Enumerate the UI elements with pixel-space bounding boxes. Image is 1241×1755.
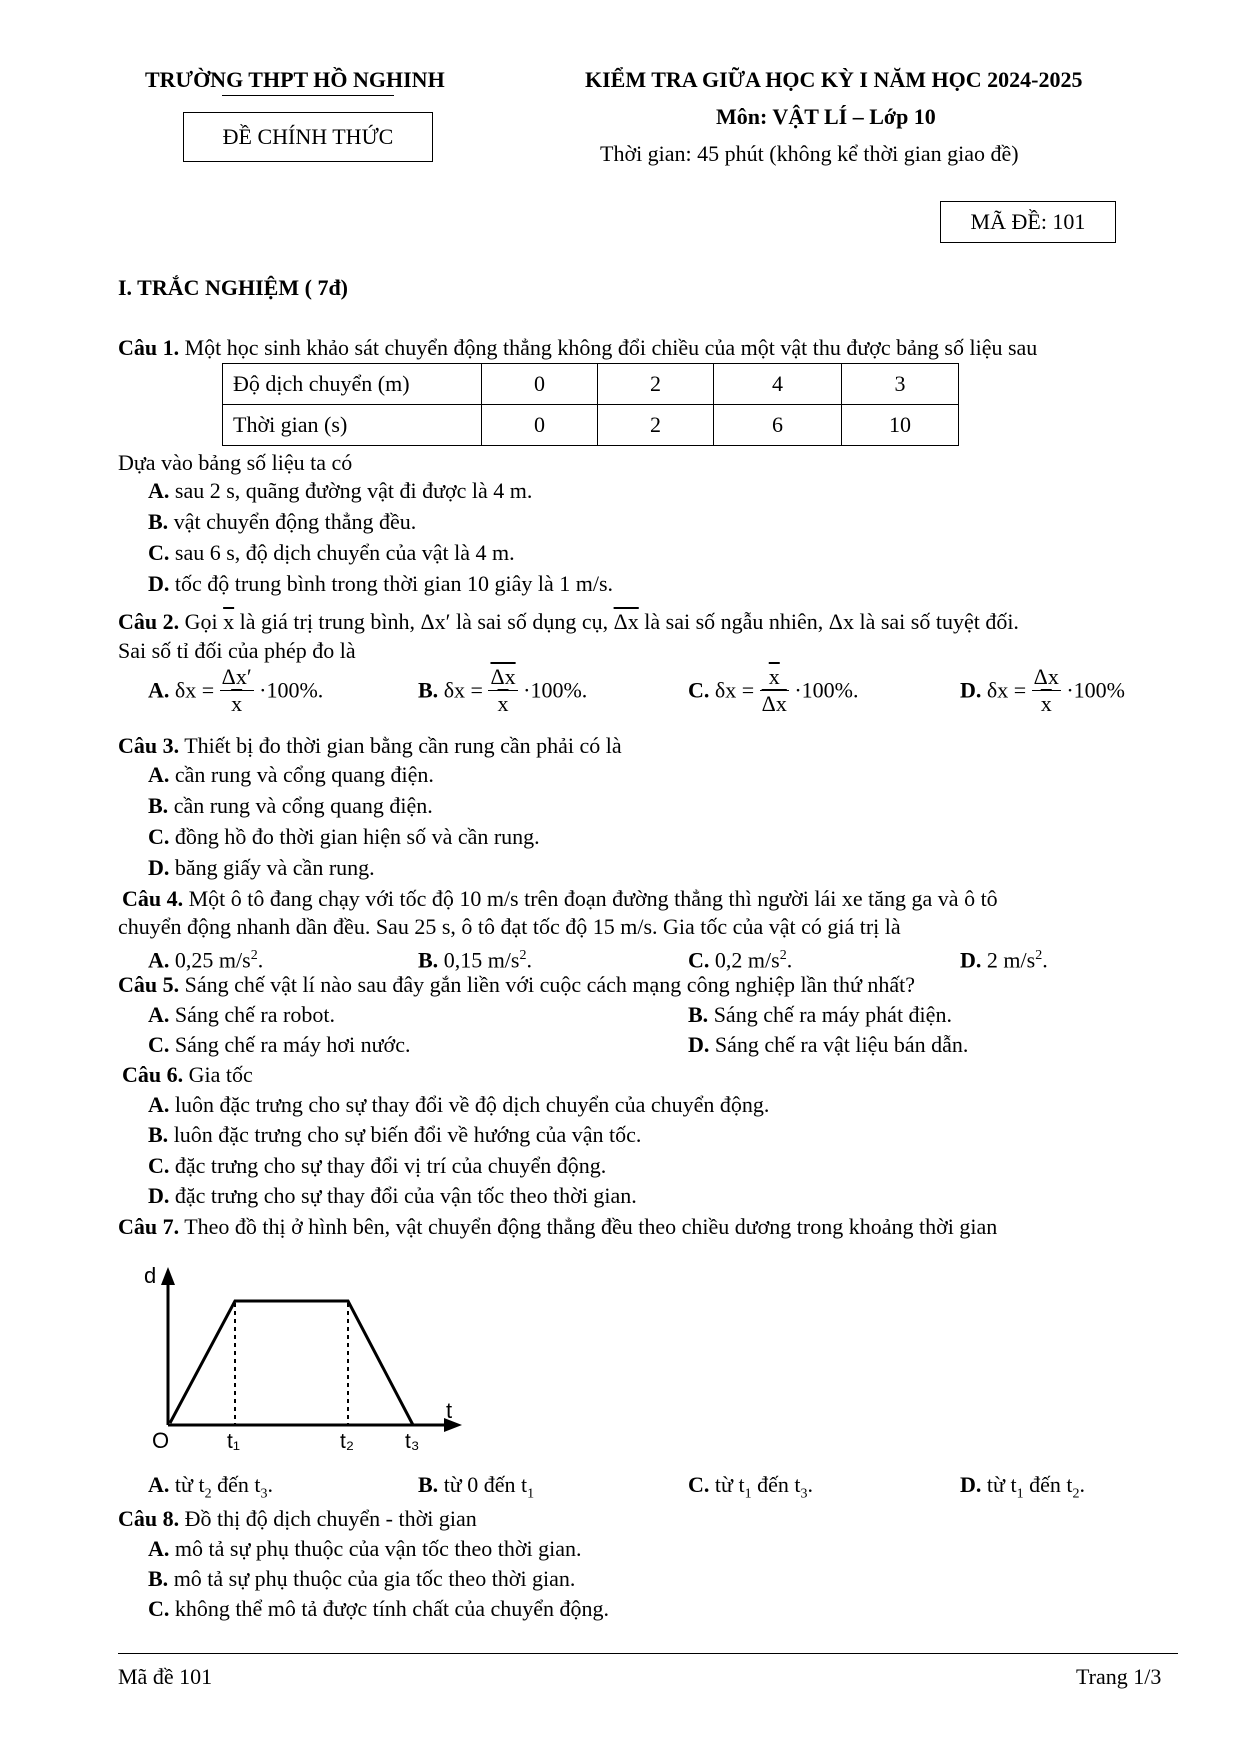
question-6: Câu 6. Gia tốc (122, 1062, 253, 1087)
q4-line2: chuyển động nhanh dần đều. Sau 25 s, ô tô đạt tốc độ 15 m/s. Gia tốc của vật có giá trị là (118, 914, 901, 939)
q5-option-c: C. Sáng chế ra máy hơi nước. (148, 1032, 411, 1057)
table-cell: Độ dịch chuyển (m) (223, 364, 482, 405)
table-cell: 6 (714, 405, 842, 446)
q6-option-b: B. luôn đặc trưng cho sự biến đổi về hướng của vận tốc. (148, 1122, 642, 1147)
q3-option-c: C. đồng hồ đo thời gian hiện số và cần rung. (148, 824, 540, 849)
question-2: Câu 2. Gọi $\overline{x}$ là giá trị trung bình, Δx′ là sai số dụng cụ, $\overline{\Delta x}$ là sai số ngẫu nhiên, Δx là sai số tuyệt đối. (118, 609, 1019, 634)
official-label: ĐỀ CHÍNH THỨC (222, 124, 394, 149)
q4-option-b: B. 0,15 $m/s^2$. (418, 947, 532, 973)
tick-t2: t₂ (340, 1430, 354, 1450)
footer-exam-code: Mã đề 101 (118, 1664, 213, 1689)
exam-duration: Thời gian: 45 phút (không kể thời gian giao đề) (600, 141, 1019, 166)
table-cell: Thời gian (s) (223, 405, 482, 446)
q7-option-a: A. từ $t_2$ đến $t_3$. (148, 1472, 273, 1502)
table-row (223, 405, 959, 446)
question-1 (118, 334, 1037, 362)
table-cell: 0 (482, 364, 598, 405)
section-title: I. TRẮC NGHIỆM ( 7đ) (118, 275, 349, 300)
school-name: TRƯỜNG THPT HỒ NGHINH (145, 67, 445, 92)
q1-option-d: D. tốc độ trung bình trong thời gian 10 giây là 1 m/s. (148, 571, 614, 596)
table-cell: 10 (842, 405, 959, 446)
q2-line2: Sai số tỉ đối của phép đo là (118, 638, 356, 663)
q2-option-c: C. δx = $\frac{\overline{x}}{\Delta x}$ ·100%. (688, 664, 859, 716)
q8-option-b: B. mô tả sự phụ thuộc của gia tốc theo thời gian. (148, 1566, 576, 1591)
footer-page-number: Trang 1/3 (1076, 1664, 1162, 1689)
graph-line (170, 1301, 413, 1425)
q8-option-c: C. không thể mô tả được tính chất của chuyển động. (148, 1596, 610, 1621)
exam-code: MÃ ĐỀ: 101 (970, 209, 1086, 234)
q1-option-b: B. vật chuyển động thẳng đều. (148, 509, 417, 534)
q4-option-d: D. 2 $m/s^2$. (960, 947, 1048, 973)
exam-title: KIỂM TRA GIỮA HỌC KỲ I NĂM HỌC 2024-2025 (585, 67, 1083, 92)
q4-option-c: C. 0,2 $m/s^2$. (688, 947, 793, 973)
table-cell: 4 (714, 364, 842, 405)
origin-label: O (152, 1428, 170, 1450)
q2-option-a: A. δx = $\frac{\Delta x'}{x}$ ·100%. (148, 664, 324, 716)
q3-option-d: D. băng giấy và cần rung. (148, 855, 375, 880)
q3-option-b: B. cần rung và cổng quang điện. (148, 793, 433, 818)
q5-option-d: D. Sáng chế ra vật liệu bán dẫn. (688, 1032, 969, 1057)
table-cell: 3 (842, 364, 959, 405)
q1-data-table (222, 363, 959, 446)
q6-option-a: A. luôn đặc trưng cho sự thay đổi về độ dịch chuyển của chuyển động. (148, 1092, 770, 1117)
tick-t1: t₁ (227, 1430, 240, 1450)
q7-option-b: B. từ 0 đến $t_1$ (418, 1472, 535, 1502)
school-underline (222, 95, 394, 96)
q5-option-b: B. Sáng chế ra máy phát điện. (688, 1002, 952, 1027)
q2-option-d: D. δx = $\frac{\Delta x}{x}$ ·100% (960, 664, 1125, 716)
footer-divider (118, 1653, 1178, 1654)
table-row (223, 364, 959, 405)
y-axis-arrow (161, 1267, 175, 1285)
exam-subject: Môn: VẬT LÍ – Lớp 10 (716, 104, 936, 129)
q1-intro: Dựa vào bảng số liệu ta có (118, 450, 353, 475)
q4-option-a: A. 0,25 $m/s^2$. (148, 947, 264, 973)
question-8: Câu 8. Đồ thị độ dịch chuyển - thời gian (118, 1506, 477, 1531)
q6-option-c: C. đặc trưng cho sự thay đổi vị trí của chuyển động. (148, 1153, 607, 1178)
q7-displacement-time-graph (130, 1255, 470, 1450)
q1-option-a: A. sau 2 s, quãng đường vật đi được là 4 m. (148, 478, 533, 503)
q3-option-a: A. cần rung và cổng quang điện. (148, 762, 434, 787)
question-7: Câu 7. Theo đồ thị ở hình bên, vật chuyển động thẳng đều theo chiều dương trong khoảng thời gian (118, 1214, 998, 1239)
q1-label: Câu 1. (118, 335, 180, 360)
y-axis-label: d (144, 1263, 157, 1288)
q2-option-b: B. δx = $\frac{\overline{\Delta x}}{x}$ ·100%. (418, 664, 588, 716)
tick-t3: t₃ (405, 1430, 420, 1450)
q1-text: Một học sinh khảo sát chuyển động thẳng không đổi chiều của một vật thu được bảng số liệu sau (179, 335, 1038, 360)
x-axis-label: t (446, 1398, 453, 1423)
q1-option-c: C. sau 6 s, độ dịch chuyển của vật là 4 m. (148, 540, 515, 565)
official-stamp (183, 112, 433, 162)
question-4: Câu 4. Một ô tô đang chạy với tốc độ 10 m/s trên đoạn đường thẳng thì người lái xe tăng ga và ô tô (122, 886, 998, 911)
question-3: Câu 3. Thiết bị đo thời gian bằng cần rung cần phải có là (118, 733, 622, 758)
table-cell: 2 (598, 364, 714, 405)
q7-option-c: C. từ $t_1$ đến $t_3$. (688, 1472, 813, 1502)
table-cell: 2 (598, 405, 714, 446)
q8-option-a: A. mô tả sự phụ thuộc của vận tốc theo thời gian. (148, 1536, 582, 1561)
exam-code-box (940, 201, 1116, 243)
question-5: Câu 5. Sáng chế vật lí nào sau đây gắn liền với cuộc cách mạng công nghiệp lần thứ nhất? (118, 972, 916, 997)
q5-option-a: A. Sáng chế ra robot. (148, 1002, 335, 1027)
table-cell: 0 (482, 405, 598, 446)
q7-option-d: D. từ $t_1$ đến $t_2$. (960, 1472, 1085, 1502)
q6-option-d: D. đặc trưng cho sự thay đổi của vận tốc theo thời gian. (148, 1183, 637, 1208)
